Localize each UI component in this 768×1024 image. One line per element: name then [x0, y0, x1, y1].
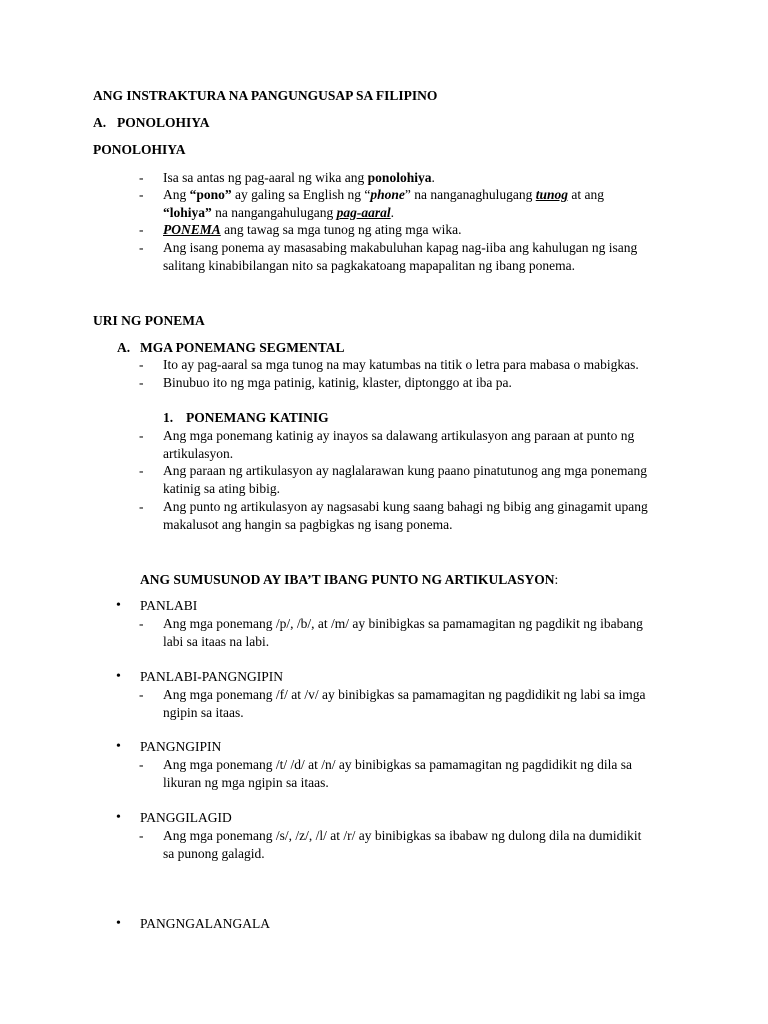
text-segment: at ang — [568, 187, 605, 202]
punto-desc-pangngipin-cont: likuran ng mga ngipin sa itaas. — [163, 775, 329, 790]
list-dash: - — [139, 428, 144, 443]
text-segment: . — [390, 205, 394, 220]
punto-desc-panlabi-pangngipin: Ang mga ponemang /f/ at /v/ ay binibigkas sa pamamagitan ng pagdidikit ng labi sa imga — [163, 687, 646, 702]
text-segment: PONEMA — [163, 222, 221, 237]
punto-desc-panggilagid-cont: sa punong galagid. — [163, 846, 265, 861]
bullet-icon: • — [116, 810, 121, 825]
list-item-katinig-1-cont: artikulasyon. — [163, 446, 234, 461]
text-segment: Isa sa antas ng pag-aaral ng wika ang — [163, 170, 368, 185]
list-dash: - — [139, 463, 144, 478]
text-segment: “pono” — [189, 187, 232, 202]
list-dash: - — [139, 757, 144, 772]
list-item-ponolohiya-1 — [163, 169, 435, 186]
list-item-ponolohiya-4: Ang isang ponema ay masasabing makabuluhan kapag nag-iiba ang kahulugan ng isang — [163, 240, 638, 255]
list-dash: - — [139, 187, 144, 202]
text-segment: na nangangahulugang — [211, 205, 337, 220]
text-segment: ay galing sa English ng “ — [231, 187, 371, 202]
text-segment: tunog — [535, 187, 569, 202]
punto-label-panlabi: PANLABI — [140, 598, 198, 613]
list-item-ponolohiya-3 — [163, 221, 461, 238]
list-item-segmental-1: Ito ay pag-aaral sa mga tunog na may katumbas na titik o letra para mabasa o mabigkas. — [163, 357, 639, 372]
bullet-icon: • — [116, 669, 121, 684]
punto-desc-panlabi-cont: labi sa itaas na labi. — [163, 634, 270, 649]
uri-ng-ponema-heading: URI NG PONEMA — [93, 313, 205, 328]
list-dash: - — [139, 222, 144, 237]
text-segment: pag-aaral — [336, 205, 391, 220]
text-segment: Ang — [163, 187, 190, 202]
list-dash: - — [139, 240, 144, 255]
text-segment: : — [554, 572, 559, 587]
document-title: ANG INSTRAKTURA NA PANGUNGUSAP SA FILIPINO — [93, 88, 438, 103]
punto-label-pangngalangala: PANGNGALANGALA — [140, 916, 271, 931]
list-item-katinig-2: Ang paraan ng artikulasyon ay naglalarawan kung paano pinatutunog ang mga ponemang — [163, 463, 647, 478]
punto-desc-panggilagid: Ang mga ponemang /s/, /z/, /l/ at /r/ ay binibigkas sa ibabaw ng dulong dila na dumidikit — [163, 828, 642, 843]
punto-desc-panlabi: Ang mga ponemang /p/, /b/, at /m/ ay binibigkas sa pamamagitan ng pagdikit ng ibabang — [163, 616, 643, 631]
text-segment: ponolohiya — [367, 170, 432, 185]
list-dash: - — [139, 375, 144, 390]
punto-heading — [140, 571, 558, 588]
ponolohiya-subheading: PONOLOHIYA — [93, 142, 186, 157]
list-dash: - — [139, 499, 144, 514]
list-item-katinig-1: Ang mga ponemang katinig ay inayos sa dalawang artikulasyon ang paraan at punto ng — [163, 428, 635, 443]
list-dash: - — [139, 616, 144, 631]
bullet-icon: • — [116, 739, 121, 754]
list-item-ponolohiya-4-cont: salitang kinabibilangan nito sa pagkakatoang mapapalitan ng ibang ponema. — [163, 258, 576, 273]
katinig-heading: PONEMANG KATINIG — [186, 410, 329, 425]
text-segment: ANG SUMUSUNOD AY IBA’T IBANG PUNTO NG ARTIKULASYON — [140, 572, 555, 587]
list-item-katinig-3-cont: makalusot ang hangin sa pagbigkas ng isang ponema. — [163, 517, 453, 532]
section-a-heading: PONOLOHIYA — [117, 115, 210, 130]
text-segment: ang tawag sa mga tunog ng ating mga wika. — [220, 222, 462, 237]
list-item-katinig-2-cont: katinig sa ating bibig. — [163, 481, 280, 496]
bullet-icon: • — [116, 916, 121, 931]
segmental-heading: MGA PONEMANG SEGMENTAL — [140, 340, 345, 355]
text-segment: ” na nanganaghulugang — [404, 187, 536, 202]
punto-label-panlabi-pangngipin: PANLABI-PANGNGIPIN — [140, 669, 284, 684]
list-item-ponolohiya-2 — [163, 186, 604, 203]
list-dash: - — [139, 828, 144, 843]
text-segment: phone — [370, 187, 405, 202]
list-dash: - — [139, 357, 144, 372]
list-item-ponolohiya-2-cont — [163, 204, 394, 221]
list-dash: - — [139, 170, 144, 185]
list-item-segmental-2: Binubuo ito ng mga patinig, katinig, klaster, diptonggo at iba pa. — [163, 375, 512, 390]
katinig-marker: 1. — [163, 410, 174, 425]
punto-desc-pangngipin: Ang mga ponemang /t/ /d/ at /n/ ay binibigkas sa pamamagitan ng pagdidikit ng dila sa — [163, 757, 633, 772]
text-segment: “lohiya” — [163, 205, 212, 220]
segmental-marker: A. — [117, 340, 131, 355]
text-segment: . — [431, 170, 435, 185]
punto-desc-panlabi-pangngipin-cont: ngipin sa itaas. — [163, 705, 244, 720]
punto-label-pangngipin: PANGNGIPIN — [140, 739, 222, 754]
list-dash: - — [139, 687, 144, 702]
list-item-katinig-3: Ang punto ng artikulasyon ay nagsasabi kung saang bahagi ng bibig ang ginagamit upang — [163, 499, 648, 514]
punto-label-panggilagid: PANGGILAGID — [140, 810, 232, 825]
section-a-marker: A. — [93, 115, 107, 130]
bullet-icon: • — [116, 598, 121, 613]
